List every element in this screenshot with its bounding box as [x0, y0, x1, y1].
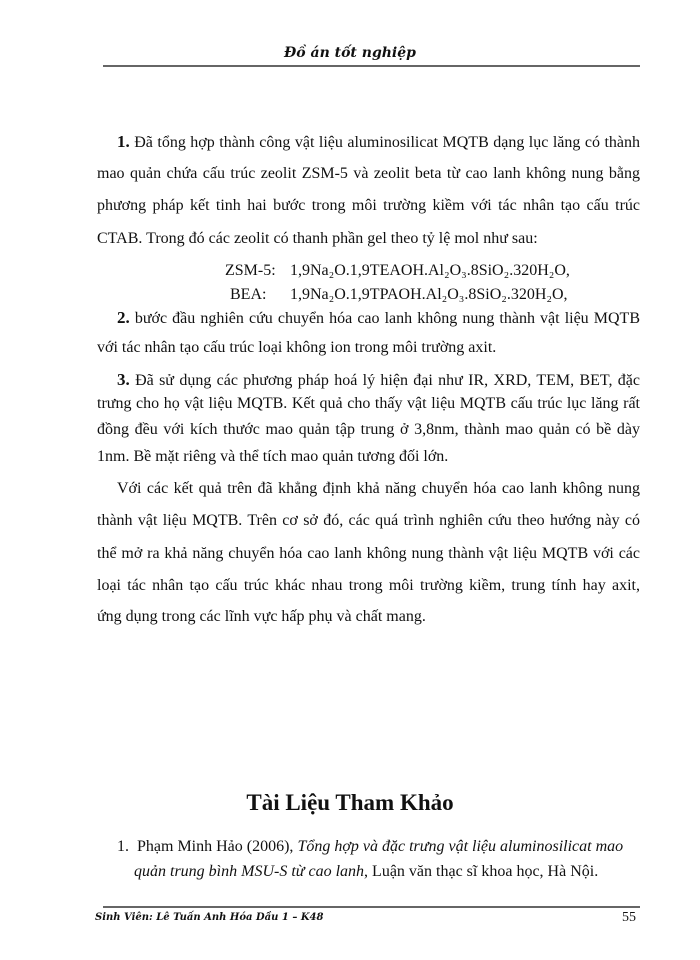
- list-number: 3.: [117, 370, 130, 389]
- list-number: 2.: [117, 308, 130, 327]
- reference-author: Phạm Minh Hảo (2006),: [137, 838, 294, 855]
- formula-label: ZSM-5:: [225, 262, 276, 279]
- running-header: Đồ án tốt nghiệp: [284, 45, 416, 61]
- paragraph-4-line: Với các kết quả trên đã khẳng định khả năng chuyển hóa cao lanh không nung: [117, 480, 640, 497]
- paragraph-3-line: trưng cho họ vật liệu MQTB. Kết quả cho thấy vật liệu MQTB cấu trúc lục lăng rất: [97, 395, 640, 412]
- reference-item-cont: [134, 863, 659, 881]
- reference-number: 1.: [117, 838, 129, 855]
- footer-rule: [103, 906, 640, 908]
- list-number: 1.: [117, 132, 130, 151]
- formula-value: 1,9Na₂O.1,9TPAOH.Al₂O₃.8SiO₂.320H₂O,: [290, 286, 568, 303]
- paragraph-1-line: mao quản chứa cấu trúc zeolit ZSM-5 và zeolit beta từ cao lanh không nung bằng: [97, 165, 640, 182]
- reference-item: [117, 838, 642, 856]
- paragraph-2-line: [117, 308, 640, 328]
- paragraph-3-line: [117, 370, 640, 390]
- references-heading: Tài Liệu Tham Khảo: [246, 790, 454, 815]
- text: Đã sử dụng các phương pháp hoá lý hiện đại như IR, XRD, TEM, BET, đặc: [135, 372, 641, 389]
- paragraph-4-line: loại tác nhân tạo cấu trúc khác nhau trong môi trường kiềm, trung tính hay axit,: [97, 577, 640, 594]
- paragraph-3-line: 1nm. Bề mặt riêng và thể tích mao quản tương đối lớn.: [97, 448, 449, 465]
- text: bước đầu nghiên cứu chuyển hóa cao lanh không nung thành vật liệu MQTB: [134, 310, 640, 327]
- text: Đã tổng hợp thành công vật liệu aluminosilicat MQTB dạng lục lăng có thành: [134, 134, 640, 151]
- formula-value: 1,9Na₂O.1,9TEAOH.Al₂O₃.8SiO₂.320H₂O,: [290, 262, 570, 279]
- paragraph-3-line: đồng đều với kích thước mao quản tập trung ở 3,8nm, thành mao quản có bề dày: [97, 421, 640, 438]
- page-number: 55: [622, 910, 636, 925]
- formula-label: BEA:: [230, 286, 267, 303]
- paragraph-2-line: với tác nhân tạo cấu trúc loại không ion trong môi trường axit.: [97, 339, 497, 356]
- header-rule: [103, 65, 640, 67]
- paragraph-1-line: phương pháp kết tinh hai bước trong môi trường kiềm với tác nhân tạo cấu trúc: [97, 197, 640, 214]
- paragraph-1-line: [117, 132, 640, 152]
- paragraph-4-line: thành vật liệu MQTB. Trên cơ sở đó, các quá trình nghiên cứu theo hướng này có: [97, 512, 640, 529]
- paragraph-1-line: CTAB. Trong đó các zeolit có thanh phần gel theo tỷ lệ mol như sau:: [97, 230, 538, 247]
- reference-title: Tổng hợp và đặc trưng vật liệu aluminosilicat mao: [297, 838, 624, 855]
- paragraph-4-line: ứng dụng trong các lĩnh vực hấp phụ và chất mang.: [97, 608, 426, 625]
- footer-author: Sinh Viên: Lê Tuấn Anh Hóa Dầu 1 – K48: [95, 912, 324, 923]
- paragraph-4-line: thể mở ra khả năng chuyển hóa cao lanh không nung thành vật liệu MQTB với các: [97, 545, 640, 562]
- reference-title: quản trung bình MSU-S từ cao lanh: [134, 863, 365, 880]
- reference-source: , Luận văn thạc sĩ khoa học, Hà Nội.: [364, 863, 599, 880]
